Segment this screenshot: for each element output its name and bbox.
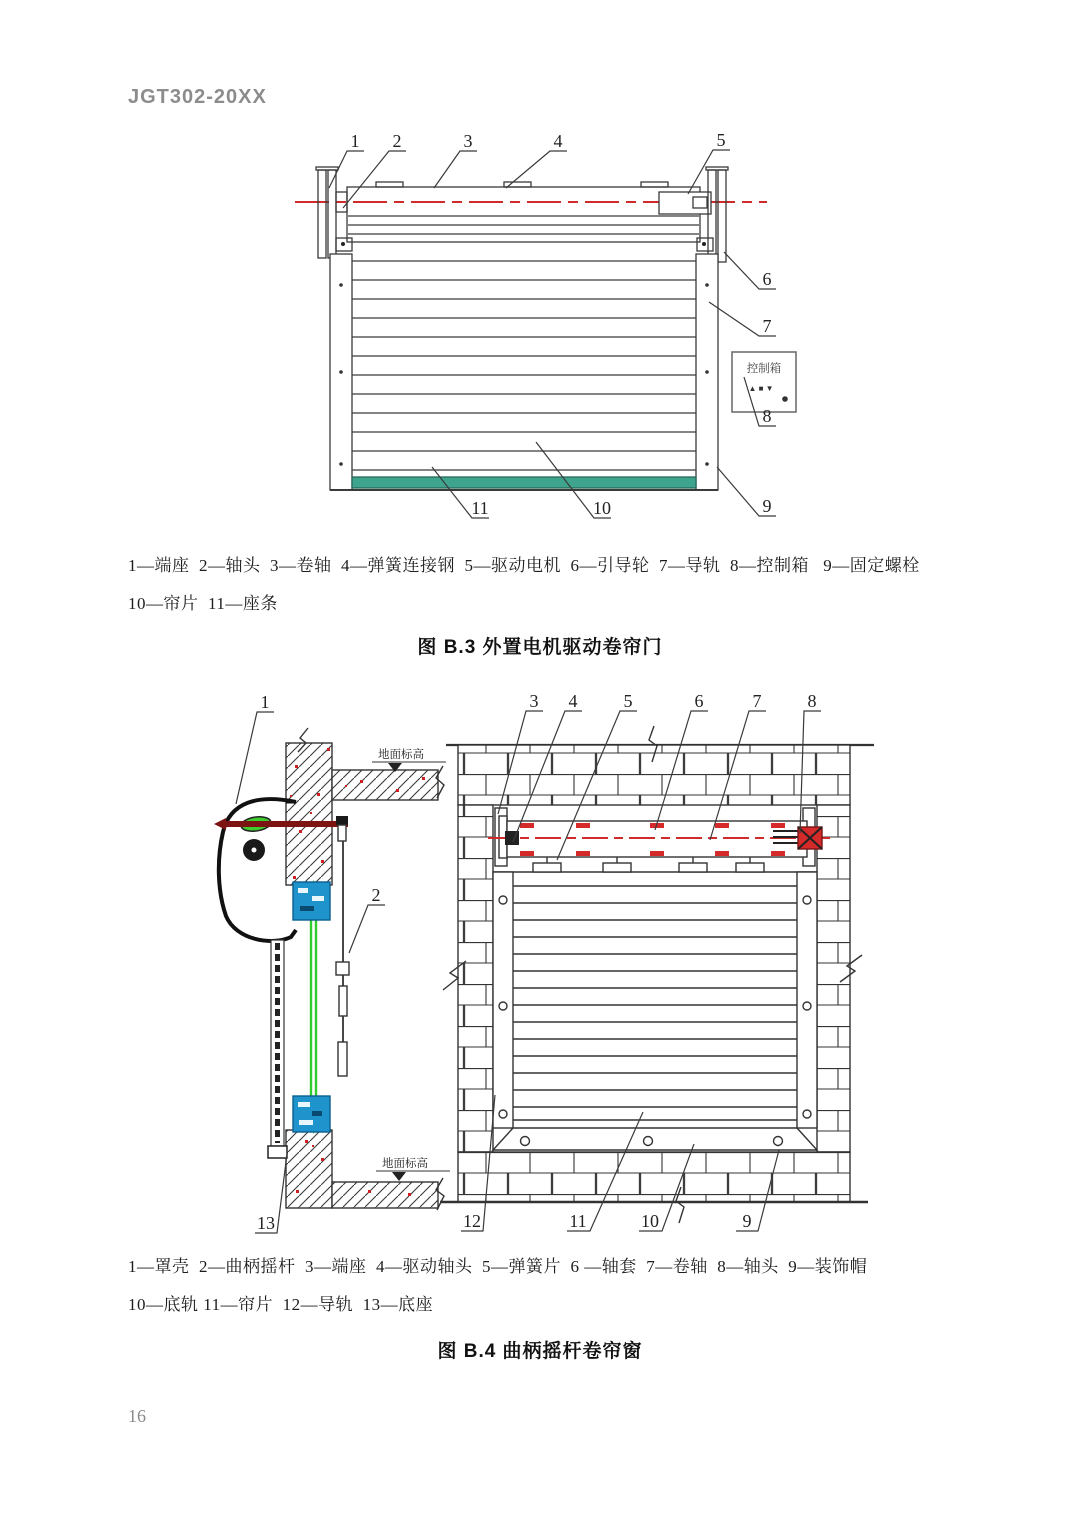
b3-spring-tab	[641, 182, 668, 187]
svg-text:地面标高: 地面标高	[382, 1158, 428, 1170]
b4-callout-2	[349, 885, 385, 953]
b4-bottom-base	[268, 1146, 287, 1158]
svg-text:10: 10	[593, 498, 611, 518]
svg-text:11: 11	[471, 498, 489, 518]
svg-text:7: 7	[752, 691, 762, 711]
b4-crank-rocker	[336, 816, 349, 1076]
b4-gear-block-bottom	[293, 1096, 330, 1132]
b3-control-box	[732, 352, 796, 412]
figure-b3-legend-line2: 10—帘片 11—座条	[128, 594, 278, 613]
svg-text:12: 12	[463, 1211, 481, 1231]
b4-decorative-cap	[644, 1137, 653, 1146]
svg-text:1: 1	[350, 131, 360, 151]
b4-curtain-slats	[513, 886, 797, 1120]
b3-callout-3	[434, 131, 477, 188]
svg-text:3: 3	[529, 691, 539, 711]
b3-callout-9	[717, 467, 776, 516]
b4-curtain-section	[268, 940, 287, 1158]
svg-text:6: 6	[694, 691, 704, 711]
b3-callout-1	[329, 131, 364, 188]
b4-gear-block-top	[293, 882, 330, 920]
svg-text:7: 7	[762, 316, 772, 336]
b3-guide-rail-right	[696, 254, 718, 490]
svg-text:地面标高: 地面标高	[378, 749, 424, 761]
b3-callout-7	[709, 302, 776, 336]
b3-callout-5	[688, 130, 730, 194]
svg-text:6: 6	[762, 269, 772, 289]
b4-elevation-view	[440, 726, 874, 1223]
b4-bottom-rail	[493, 1128, 817, 1150]
svg-text:4: 4	[568, 691, 578, 711]
b4-guide-rail-right	[797, 872, 817, 1128]
b4-callout-1	[236, 692, 274, 804]
b4-callout-13	[255, 1154, 287, 1233]
ground-level-marker-bottom	[376, 1156, 450, 1181]
b3-callout-4	[506, 131, 567, 188]
b4-floor-slab-bottom	[332, 1182, 438, 1208]
svg-text:8: 8	[762, 406, 772, 426]
b3-callout-11	[432, 467, 489, 518]
svg-text:5: 5	[716, 130, 726, 150]
svg-text:2: 2	[392, 131, 402, 151]
svg-text:3: 3	[463, 131, 473, 151]
svg-text:1: 1	[260, 692, 270, 712]
control-box-buttons: ▲ ■ ▼	[748, 384, 774, 393]
svg-text:2: 2	[371, 885, 381, 905]
b3-spring-tab	[376, 182, 403, 187]
svg-text:8: 8	[807, 691, 817, 711]
b3-roller-barrel	[347, 182, 700, 242]
b4-wall-lintel	[286, 743, 332, 885]
figure-b3-legend-line1: 1—端座 2—轴头 3—卷轴 4—弹簧连接钢 5—驱动电机 6—引导轮 7—导轨 8—控制箱 9—固定螺栓	[128, 556, 920, 575]
control-box-button-dot	[782, 396, 788, 402]
b4-floor-slab-top	[332, 770, 438, 800]
svg-text:5: 5	[623, 691, 633, 711]
svg-text:10: 10	[641, 1211, 659, 1231]
ground-level-marker-top	[372, 747, 446, 772]
figure-b4-caption: 图 B.4 曲柄摇杆卷帘窗	[437, 1341, 643, 1362]
b4-wall-sill	[286, 1130, 332, 1208]
b3-guide-rail-left	[330, 254, 352, 490]
figure-b4-drawing	[200, 690, 890, 1250]
figure-b4-legend-line2: 10—底轨 11—帘片 12—导轨 13—底座	[128, 1295, 434, 1314]
b4-spring-pieces	[533, 857, 764, 872]
b4-section-view	[214, 728, 450, 1210]
b3-shutter-door	[295, 167, 767, 490]
page-number: 16	[128, 1406, 146, 1426]
figure-b3-caption: 图 B.3 外置电机驱动卷帘门	[417, 637, 663, 658]
b3-curtain-slats	[352, 261, 696, 470]
control-box-title: 控制箱	[746, 363, 782, 375]
b4-guide-rail-left	[493, 872, 513, 1128]
b4-brick-band-bottom	[458, 1152, 850, 1202]
b3-callout-6	[724, 252, 776, 289]
b4-decorative-cap	[774, 1137, 783, 1146]
b3-drive-motor	[659, 192, 711, 214]
svg-text:9: 9	[742, 1211, 752, 1231]
svg-text:9: 9	[762, 496, 772, 516]
svg-text:4: 4	[553, 131, 563, 151]
svg-text:13: 13	[257, 1213, 275, 1233]
figure-b4-legend-line1: 1—罩壳 2—曲柄摇杆 3—端座 4—驱动轴头 5—弹簧片 6 —轴套 7—卷轴 8—轴头 9—装饰帽	[128, 1257, 868, 1276]
b4-decorative-cap	[521, 1137, 530, 1146]
standard-code-header: JGT302-20XX	[128, 86, 267, 108]
b3-bottom-seat-strip	[352, 477, 696, 488]
b4-brick-column-left	[458, 805, 493, 1152]
svg-text:11: 11	[569, 1211, 587, 1231]
figure-b3-drawing	[280, 130, 810, 530]
